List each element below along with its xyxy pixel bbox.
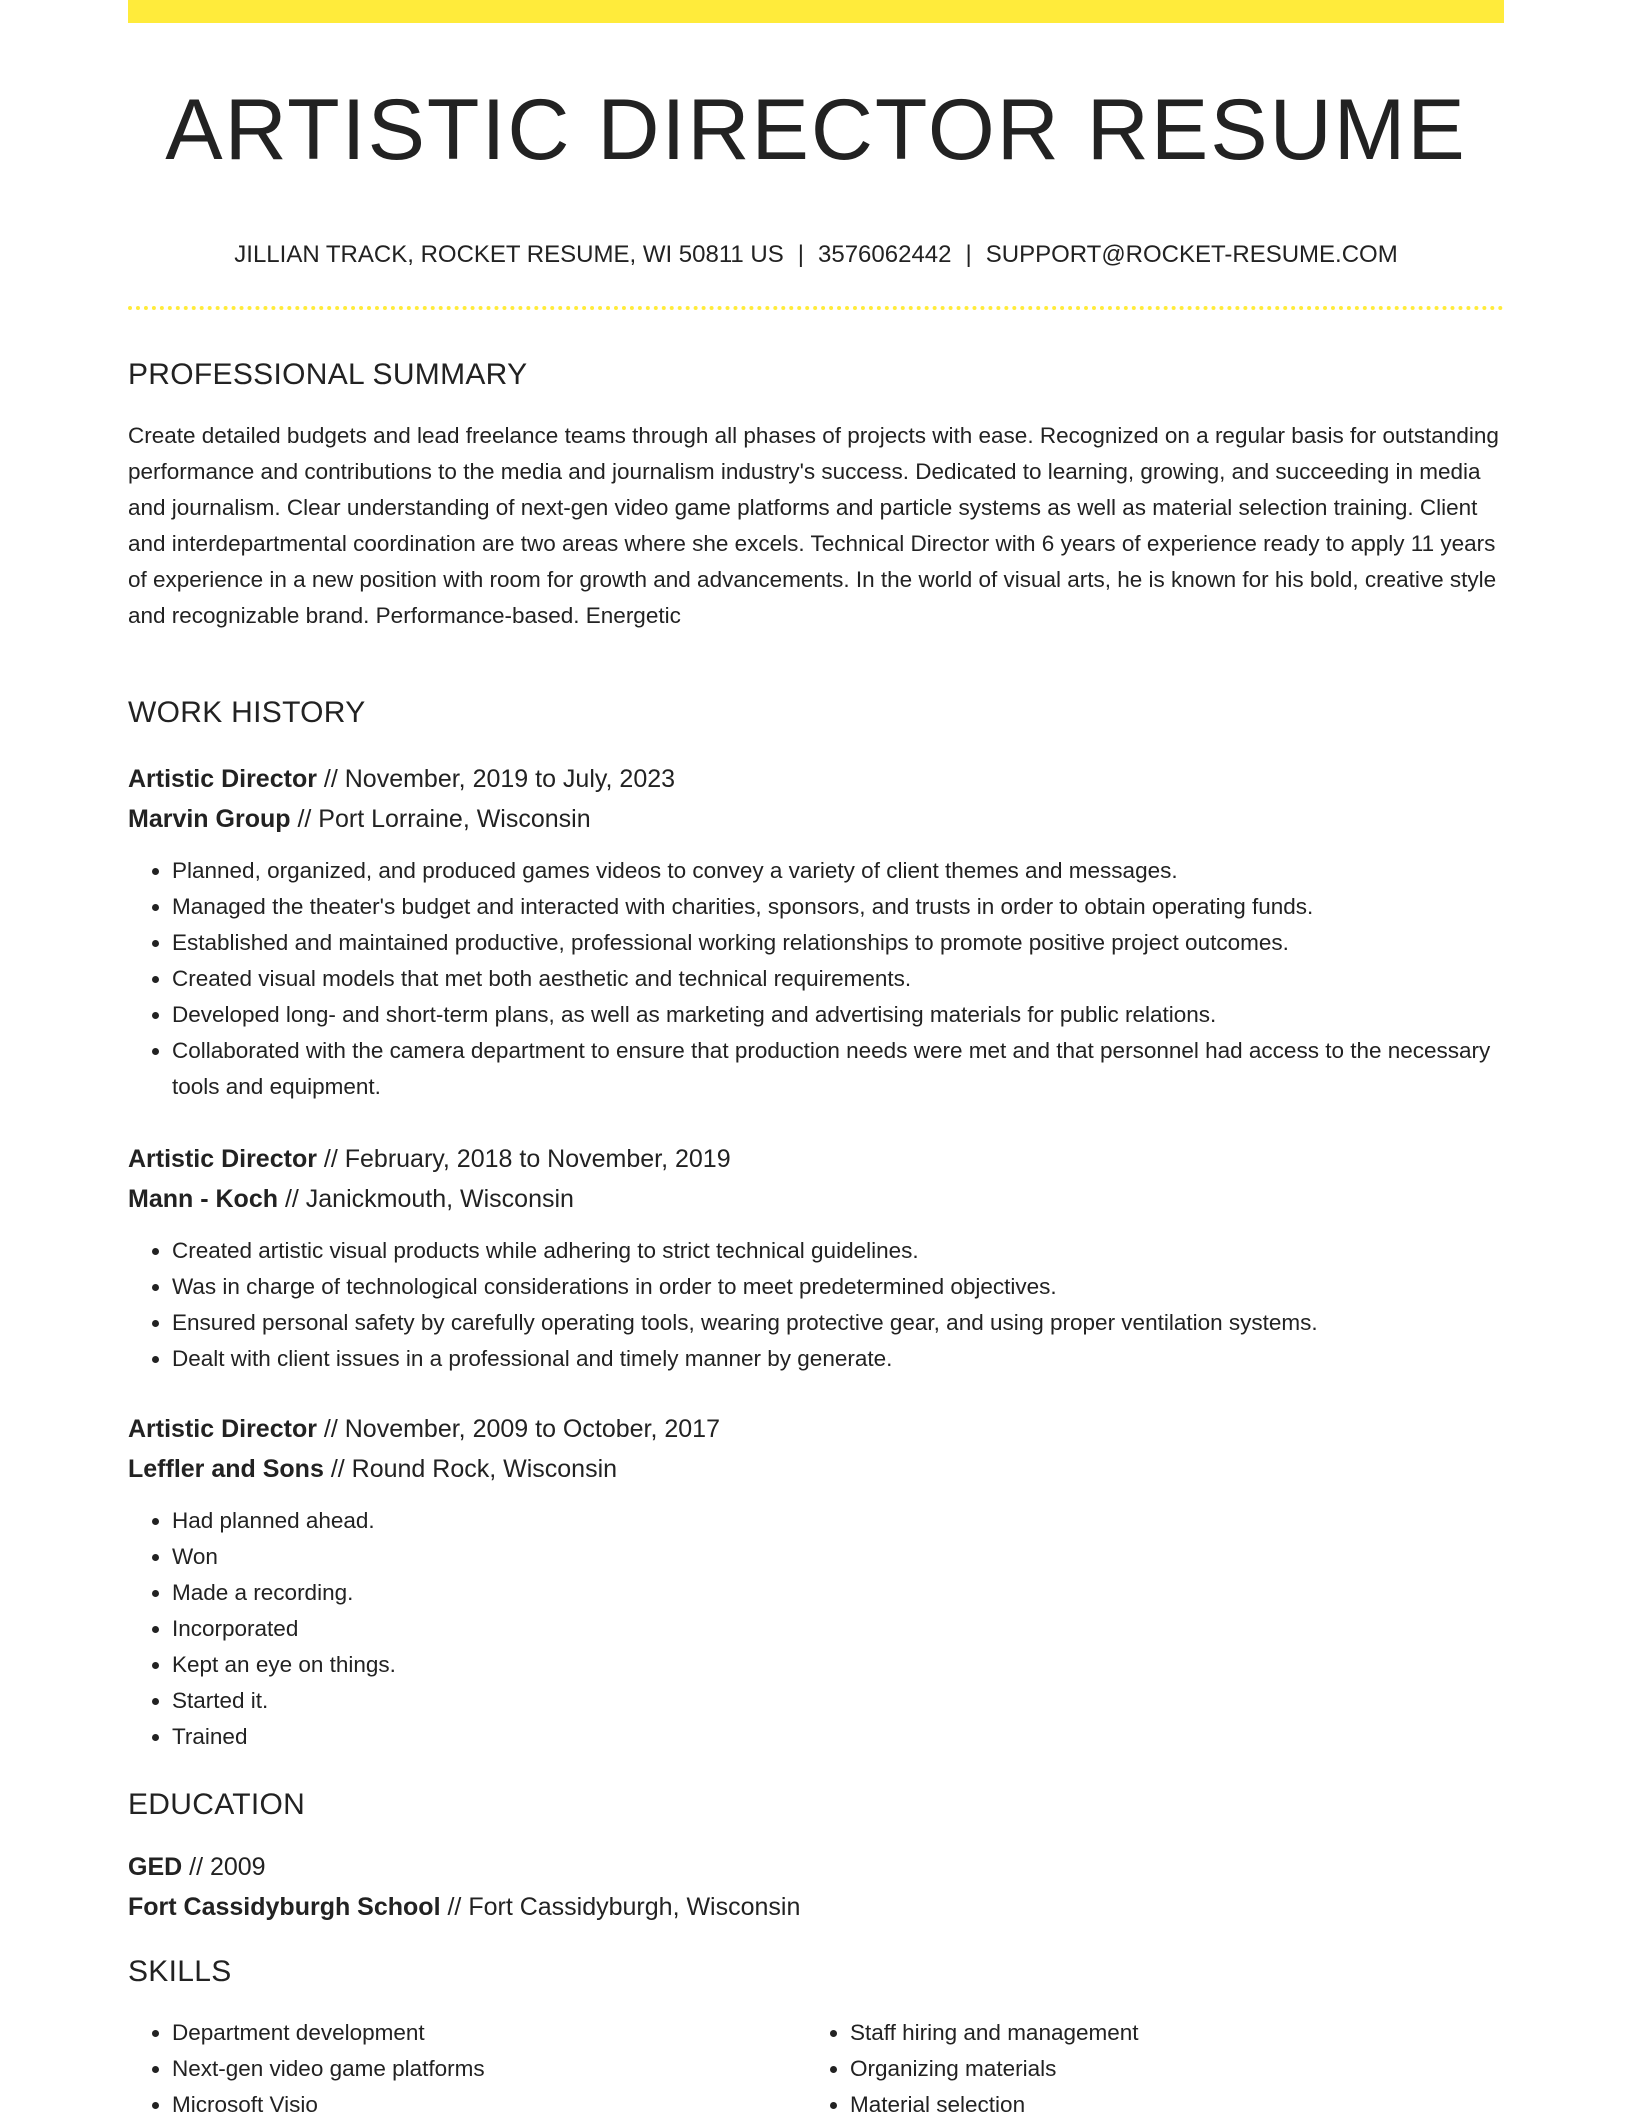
education-school-line xyxy=(128,1889,800,1925)
list-item: • Created artistic visual products while adhering to strict technical guidelines. xyxy=(172,1233,1512,1269)
skill-item: • Staff hiring and management xyxy=(850,2015,1470,2051)
job-title-line xyxy=(128,1411,720,1447)
skill-item: • Next-gen video game platforms xyxy=(172,2051,792,2087)
list-item: • Won xyxy=(172,1539,1512,1575)
job-company-line xyxy=(128,1451,617,1487)
education-year: // 2009 xyxy=(182,1853,266,1881)
summary-heading: PROFESSIONAL SUMMARY xyxy=(128,358,528,391)
contact-address: JILLIAN TRACK, ROCKET RESUME, WI 50811 US xyxy=(234,241,784,268)
job-dates: // February, 2018 to November, 2019 xyxy=(316,1145,731,1173)
list-item: • Established and maintained productive, professional working relationships to promote positive project outcomes. xyxy=(172,925,1512,961)
contact-line xyxy=(128,238,1504,272)
skill-item: • Organizing materials xyxy=(850,2051,1470,2087)
job-title: Artistic Director xyxy=(128,765,317,793)
skills-heading: SKILLS xyxy=(128,1955,232,1988)
list-item: • Trained xyxy=(172,1719,1512,1755)
job-location: // Port Lorraine, Wisconsin xyxy=(290,805,591,833)
job-location: // Janickmouth, Wisconsin xyxy=(278,1185,574,1213)
job-title: Artistic Director xyxy=(128,1415,317,1443)
contact-phone: 3576062442 xyxy=(818,241,952,268)
summary-text: Create detailed budgets and lead freelance teams through all phases of projects with ease. Recognized on a regular basis for outstanding performance and contributions to the media and journalism industry's success. Dedicated to learning, growing, and succeeding in media and journalism. Clear understanding of next-gen video game platforms and particle systems as well as material selection training. Client and interdepartmental coordination are two areas where she excels. Technical Director with 6 years of experience ready to apply 11 years of experience in a new position with room for growth and advancements. In the world of visual arts, he is known for his bold, creative style and recognizable brand. Performance-based. Energetic xyxy=(128,423,1499,628)
job-company-line xyxy=(128,801,591,837)
resume-title: ARTISTIC DIRECTOR RESUME xyxy=(165,82,1467,178)
job-dates: // November, 2019 to July, 2023 xyxy=(316,765,676,793)
education-school: Fort Cassidyburgh School xyxy=(128,1893,441,1921)
job-title: Artistic Director xyxy=(128,1145,317,1173)
list-item: • Dealt with client issues in a professional and timely manner by generate. xyxy=(172,1341,1512,1377)
work-history-heading: WORK HISTORY xyxy=(128,696,366,729)
skills-list-right xyxy=(806,2015,1470,2123)
list-item: • Incorporated xyxy=(172,1611,1512,1647)
job-dates: // November, 2009 to October, 2017 xyxy=(316,1415,720,1443)
list-item: • Managed the theater's budget and interacted with charities, sponsors, and trusts in order to obtain operating funds. xyxy=(172,889,1512,925)
contact-separator: | xyxy=(797,241,805,268)
list-item: • Started it. xyxy=(172,1683,1512,1719)
education-degree-line xyxy=(128,1849,266,1885)
list-item: • Had planned ahead. xyxy=(172,1503,1512,1539)
list-item: • Planned, organized, and produced games videos to convey a variety of client themes and messages. xyxy=(172,853,1512,889)
list-item: • Ensured personal safety by carefully operating tools, wearing protective gear, and using proper ventilation systems. xyxy=(172,1305,1512,1341)
job-title-line xyxy=(128,761,675,797)
contact-separator: | xyxy=(965,241,972,268)
job-company: Marvin Group xyxy=(128,805,291,833)
top-accent-bar xyxy=(128,0,1504,23)
job-company: Leffler and Sons xyxy=(128,1455,324,1483)
job-company-line xyxy=(128,1181,574,1217)
skill-item: • Microsoft Visio xyxy=(172,2087,792,2123)
skills-list-left xyxy=(128,2015,792,2123)
list-item: • Kept an eye on things. xyxy=(172,1647,1512,1683)
education-degree: GED xyxy=(128,1853,183,1881)
contact-email: SUPPORT@ROCKET-RESUME.COM xyxy=(985,241,1398,268)
list-item: • Collaborated with the camera department to ensure that production needs were met and that personnel had access to the necessary tools and equipment. xyxy=(172,1033,1512,1105)
job-bullets xyxy=(128,853,1512,1105)
header-divider xyxy=(128,306,1504,310)
job-location: // Round Rock, Wisconsin xyxy=(323,1455,618,1483)
education-location: // Fort Cassidyburgh, Wisconsin xyxy=(440,1893,801,1921)
list-item: • Was in charge of technological considerations in order to meet predetermined objectives. xyxy=(172,1269,1512,1305)
skill-item: • Department development xyxy=(172,2015,792,2051)
job-bullets xyxy=(128,1233,1512,1377)
job-bullets xyxy=(128,1503,1512,1755)
job-company: Mann - Koch xyxy=(128,1185,278,1213)
job-title-line xyxy=(128,1141,731,1177)
list-item: • Developed long- and short-term plans, as well as marketing and advertising materials for public relations. xyxy=(172,997,1512,1033)
education-heading: EDUCATION xyxy=(128,1788,306,1821)
list-item: • Created visual models that met both aesthetic and technical requirements. xyxy=(172,961,1512,997)
skill-item: • Material selection xyxy=(850,2087,1470,2123)
list-item: • Made a recording. xyxy=(172,1575,1512,1611)
